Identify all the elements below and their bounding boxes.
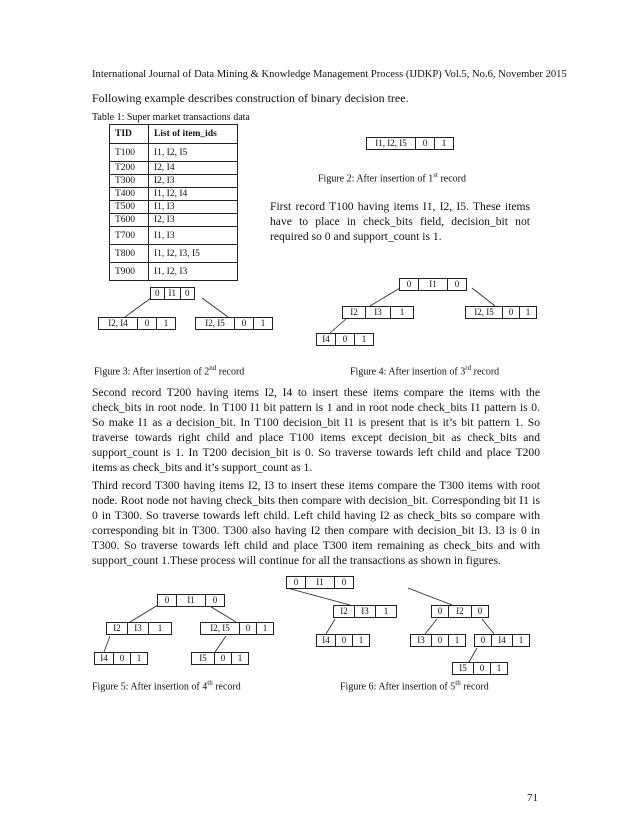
- fig6-caption: Figure 6: After insertion of 5th record: [340, 679, 489, 693]
- fig5-left-node: I2 I3 1: [106, 622, 172, 635]
- edge: [425, 619, 437, 634]
- fig4-caption: Figure 4: After insertion of 3rd record: [350, 364, 500, 378]
- fig6-right-node: 0 I2 0: [431, 605, 489, 618]
- page-number: 71: [527, 792, 538, 804]
- cell-tid: T600: [110, 214, 149, 227]
- edge: [408, 588, 452, 605]
- edge: [472, 288, 495, 306]
- fig5-ll-node: I4 0 1: [94, 652, 148, 665]
- cell-tid: T800: [110, 245, 149, 263]
- fig4-root-node: 0 I1 0: [399, 278, 467, 291]
- edge: [202, 298, 228, 317]
- edge: [330, 319, 346, 333]
- edge: [104, 636, 110, 652]
- cell-items: I2, I4: [149, 162, 238, 175]
- edge: [215, 636, 226, 652]
- running-header: International Journal of Data Mining & Knowledge Management Process (IJDKP) Vol.5, No.6, November 2015: [92, 69, 567, 80]
- fig3-right-node: I2, I5 0 1: [195, 317, 273, 330]
- edge: [469, 648, 477, 662]
- edge: [208, 605, 236, 622]
- fig3-root-node: 0 I1 0: [150, 287, 195, 300]
- cell-tid: T100: [110, 144, 149, 162]
- node-support-count: 1: [441, 138, 447, 148]
- fig5-root-node: 0 I1 0: [157, 594, 225, 607]
- cell-items: I1, I3: [149, 201, 238, 214]
- node-decision-bit: 0: [416, 138, 435, 149]
- cell-items: I2, I3: [149, 214, 238, 227]
- cell-items: I1, I2, I4: [149, 188, 238, 201]
- fig4-right-node: I2, I5 0 1: [465, 306, 537, 319]
- fig6-rr-node: 0 I4 1: [474, 634, 530, 647]
- fig6-ll-node: I4 0 1: [316, 634, 370, 647]
- fig3-caption: Figure 3: After insertion of 2nd record: [94, 364, 245, 378]
- fig4-left-node: I2 I3 1: [342, 306, 414, 319]
- paragraph-third-record: Third record T300 having items I2, I3 to insert these items compare the T300 items with root node. Root node not having check_bits then compare with decision_bit. Corresponding bit I1 is 0 in T300. So traverse towards left child. Left child having I2 as check_bits so compare with corresponding bit in T300. T300 also having I2 then compare with decision_bit I3. I3 is 0 in T300. So traverse towards left child and place T300 item remaining as check_bits and with support_count 1.These process will continue for all the transactions as shown in figures.: [92, 479, 540, 567]
- cell-items: I1, I2, I5: [149, 144, 238, 162]
- edge: [125, 298, 151, 317]
- fig5-right-node: I2, I5 0 1: [200, 622, 274, 635]
- edge: [130, 605, 158, 622]
- cell-tid: T900: [110, 263, 149, 281]
- cell-tid: T300: [110, 175, 149, 188]
- cell-items: I1, I2, I3: [149, 263, 238, 281]
- cell-tid: T200: [110, 162, 149, 175]
- edge: [287, 588, 350, 605]
- col-tid: TID: [110, 125, 149, 144]
- fig6-root-node: 0 I1 0: [286, 576, 354, 589]
- col-items: List of item_ids: [149, 125, 238, 144]
- fig3-left-node: I2, I4 0 1: [98, 317, 176, 330]
- fig6-rl-node: I3 0 1: [410, 634, 466, 647]
- fig4-leftleft-node: I4 0 1: [316, 333, 374, 346]
- cell-tid: T700: [110, 227, 149, 245]
- cell-tid: T500: [110, 201, 149, 214]
- fig6-left-node: I2 I3 1: [333, 605, 397, 618]
- first-record-text: First record T100 having items I1, I2, I5. These items have to place in check_bits field, decision_bit not required so 0 and support_count is 1.: [270, 200, 530, 243]
- fig5-caption: Figure 5: After insertion of 4th record: [92, 679, 241, 693]
- edge: [482, 619, 494, 634]
- fig2-caption: Figure 2: After insertion of 1st record: [318, 171, 466, 185]
- fig5-rl-node: I5 0 1: [191, 652, 249, 665]
- paragraph-second-record: Second record T200 having items I2, I4 to insert these items compare the items with the check_bits in root node. In T100 I1 bit pattern is 1 and in root node check_bits I1 pattern is 0. So make I1 as a decision_bit. In T100 decision_bit I1 is present that is it’s bit pattern 1. So traverse towards right child and place T100 items except decision_bit as check_bits and support_count is 1. In T200 decision_bit is 0. So traverse towards left child and place T200 items as check_bits and it’s support_count as 1.: [92, 386, 540, 474]
- cell-items: I2, I3: [149, 175, 238, 188]
- table1-caption: Table 1: Super market transactions data: [92, 112, 250, 123]
- cell-tid: T400: [110, 188, 149, 201]
- cell-items: I1, I3: [149, 227, 238, 245]
- cell-items: I1, I2, I3, I5: [149, 245, 238, 263]
- edge: [370, 288, 400, 306]
- fig6-rrl-node: I5 0 1: [452, 662, 508, 675]
- node-check-bits: I1, I2, I5: [367, 138, 416, 149]
- edge: [326, 619, 335, 634]
- intro-text: Following example describes construction of binary decision tree.: [92, 91, 409, 105]
